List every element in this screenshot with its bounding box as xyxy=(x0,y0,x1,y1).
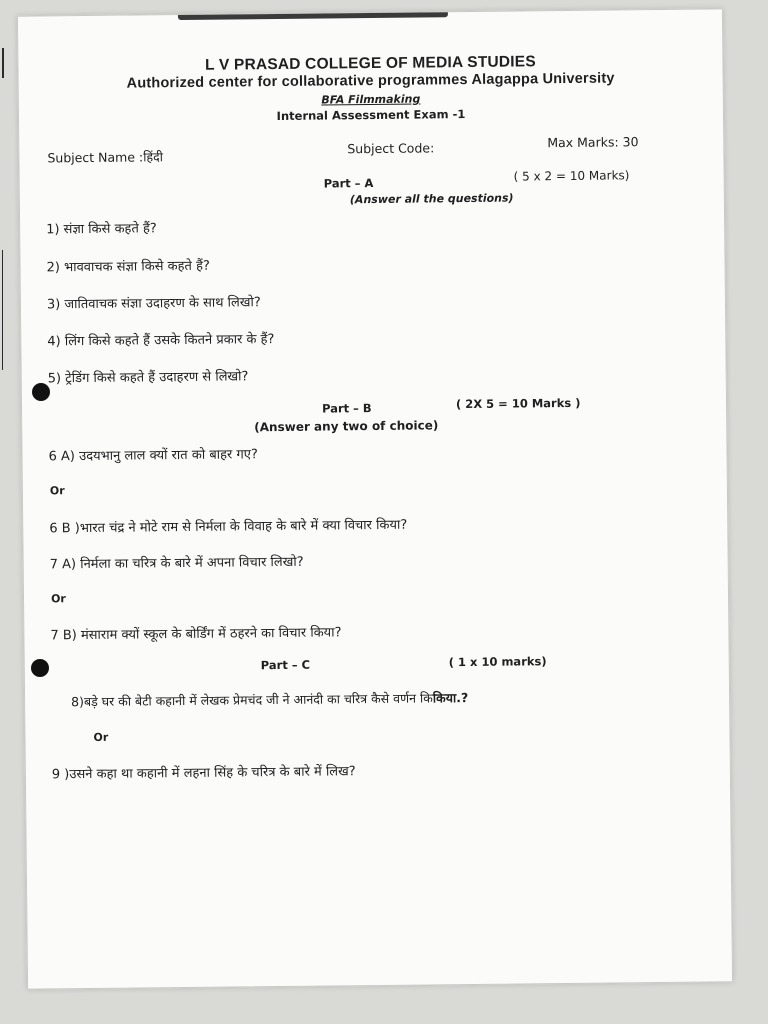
punch-hole-top xyxy=(32,383,50,401)
part-c-marks: ( 1 x 10 marks) xyxy=(448,654,547,670)
part-b-title: Part – B xyxy=(321,401,372,416)
exam-name: Internal Assessment Exam -1 xyxy=(276,107,466,124)
or-6: Or xyxy=(49,484,65,498)
question-4: 4) लिंग किसे कहते हैं उसके कितने प्रकार के हैं? xyxy=(47,332,275,350)
college-name: L V PRASAD COLLEGE OF MEDIA STUDIES xyxy=(204,53,536,74)
or-8: Or xyxy=(93,730,109,744)
question-7b: 7 B) मंसाराम क्यों स्कूल के बोर्डिंग में ठहरने का विचार किया? xyxy=(50,625,342,644)
question-9: 9 )उसने कहा था कहानी में लहना सिंह के चरित्र के बारे में लिख? xyxy=(51,764,356,783)
question-7a: 7 A) निर्मला का चरित्र के बारे में अपना विचार लिखो? xyxy=(49,554,304,573)
edge-mark xyxy=(2,48,4,78)
authorized-center: Authorized center for collaborative programmes Alagappa University xyxy=(126,70,615,92)
question-8-bold-ending: किया.? xyxy=(432,690,469,706)
or-7: Or xyxy=(50,592,66,606)
question-5: 5) ट्रेडिंग किसे कहते हैं उदाहरण से लिखो? xyxy=(47,369,249,387)
question-6b: 6 B )भारत चंद्र ने मोटे राम से निर्मला के विवाह के बारे में क्या विचार किया? xyxy=(49,517,408,537)
subject-code: Subject Code: xyxy=(347,140,435,157)
part-a-marks: ( 5 x 2 = 10 Marks) xyxy=(513,168,630,184)
punch-hole-bottom xyxy=(31,659,49,677)
question-6a: 6 A) उदयभानु लाल क्यों रात को बाहर गए? xyxy=(48,447,258,465)
question-1: 1) संज्ञा किसे कहते हैं? xyxy=(46,221,157,238)
question-3: 3) जातिवाचक संज्ञा उदाहरण के साथ लिखो? xyxy=(46,295,261,313)
subject-name: Subject Name :हिंदी xyxy=(47,149,163,166)
part-b-marks: ( 2X 5 = 10 Marks ) xyxy=(455,395,581,412)
question-2: 2) भाववाचक संज्ञा किसे कहते हैं? xyxy=(46,258,210,276)
part-b-instruction: (Answer any two of choice) xyxy=(254,418,439,435)
question-8 xyxy=(71,689,468,710)
part-a-instruction: (Answer all the questions) xyxy=(349,191,514,207)
exam-paper-sheet xyxy=(17,8,733,989)
max-marks: Max Marks: 30 xyxy=(547,134,639,151)
scan-top-shadow xyxy=(178,12,448,20)
question-8-text: 8)बड़े घर की बेटी कहानी में लेखक प्रेमचंद जी ने आनंदी का चरित्र कैसे वर्णन कि xyxy=(71,690,433,710)
part-a-title: Part – A xyxy=(323,175,374,191)
part-c-title: Part – C xyxy=(260,657,311,673)
edge-mark xyxy=(2,250,3,370)
program-name: BFA Filmmaking xyxy=(321,92,421,107)
